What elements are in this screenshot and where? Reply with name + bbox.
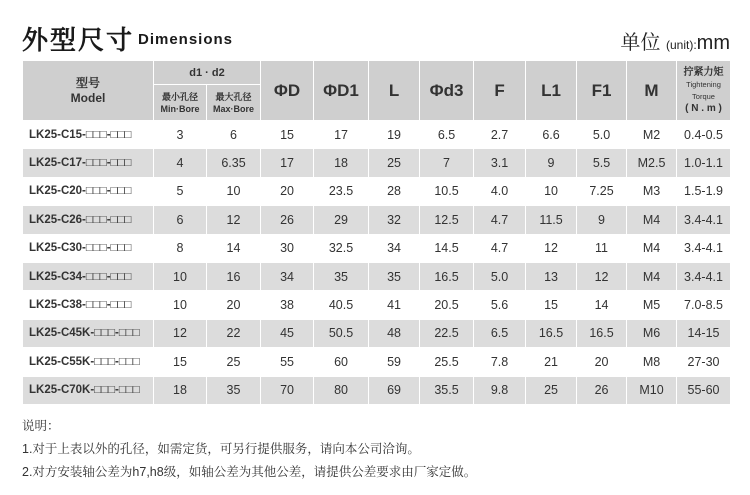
note-line-1: 1.对于上表以外的孔径，如需定货，可另行提供服务，请向本公司洽询。: [22, 442, 420, 456]
table-cell: 11: [577, 234, 627, 262]
table-cell: 35: [207, 376, 261, 404]
table-row: [23, 234, 731, 262]
table-body: [23, 121, 731, 405]
table-cell: 3.1: [474, 149, 526, 177]
col-torque-cn: 拧紧力矩: [683, 66, 724, 78]
table-cell: 32.5: [314, 234, 369, 262]
table-cell: 26: [261, 206, 314, 234]
table-cell: 35: [369, 262, 420, 290]
col-torque: [677, 61, 731, 121]
table-cell: LK25-C45K-□□□-□□□: [23, 319, 154, 347]
table-cell: 3.4-4.1: [677, 206, 731, 234]
table-cell: 14: [577, 291, 627, 319]
table-cell: 55-60: [677, 376, 731, 404]
table-cell: 12: [207, 206, 261, 234]
table-cell: 7: [420, 149, 474, 177]
table-cell: 45: [261, 319, 314, 347]
table-cell: 6.5: [420, 121, 474, 149]
table-cell: 6: [207, 121, 261, 149]
note-line-2: 2.对方安装轴公差为h7,h8级，如轴公差为其他公差，请提供公差要求由厂家定做。: [22, 465, 477, 479]
table-cell: 5.0: [577, 121, 627, 149]
page-title: 外型尺寸: [22, 25, 135, 55]
table-cell: 40.5: [314, 291, 369, 319]
table-cell: 9.8: [474, 376, 526, 404]
col-max-bore: [207, 85, 261, 121]
unit-cn: 单位: [620, 32, 661, 54]
table-cell: 12: [577, 262, 627, 290]
table-cell: 14.5: [420, 234, 474, 262]
col-F1: F1: [577, 61, 627, 121]
table-cell: LK25-C38-□□□-□□□: [23, 291, 154, 319]
table-cell: 38: [261, 291, 314, 319]
table-cell: 18: [154, 376, 207, 404]
table-cell: 20: [261, 177, 314, 205]
col-phiD: ΦD: [261, 61, 314, 121]
table-cell: 2.7: [474, 121, 526, 149]
table-row: [23, 121, 731, 149]
col-min-bore-en: Min·Bore: [160, 103, 200, 114]
table-cell: 17: [314, 121, 369, 149]
table-cell: 5: [154, 177, 207, 205]
table-cell: 1.5-1.9: [677, 177, 731, 205]
table-cell: 6.35: [207, 149, 261, 177]
table-cell: 15: [261, 121, 314, 149]
table-cell: 10: [526, 177, 577, 205]
col-max-bore-cn: 最大孔径: [215, 91, 252, 102]
table-cell: 5.0: [474, 262, 526, 290]
unit-paren: (unit):: [665, 38, 697, 52]
col-model-cn: 型号: [75, 75, 100, 90]
table-cell: LK25-C30-□□□-□□□: [23, 234, 154, 262]
table-cell: 60: [314, 348, 369, 376]
col-min-bore-cn: 最小孔径: [161, 91, 198, 102]
table-cell: 23.5: [314, 177, 369, 205]
table-cell: 4: [154, 149, 207, 177]
table-cell: 9: [577, 206, 627, 234]
table-cell: 34: [261, 262, 314, 290]
table-cell: M8: [627, 348, 677, 376]
table-cell: 5.6: [474, 291, 526, 319]
table-cell: 19: [369, 121, 420, 149]
table-cell: 27-30: [677, 348, 731, 376]
table-cell: 26: [577, 376, 627, 404]
table-cell: 1.0-1.1: [677, 149, 731, 177]
col-model: [23, 61, 154, 121]
notes: [22, 415, 476, 484]
table-cell: 22.5: [420, 319, 474, 347]
table-cell: 55: [261, 348, 314, 376]
table-cell: M2: [627, 121, 677, 149]
table-cell: 6.5: [474, 319, 526, 347]
table-cell: 7.25: [577, 177, 627, 205]
table-cell: 6: [154, 206, 207, 234]
table-cell: 10.5: [420, 177, 474, 205]
table-cell: 50.5: [314, 319, 369, 347]
table-cell: LK25-C15-□□□-□□□: [23, 121, 154, 149]
table-cell: LK25-C34-□□□-□□□: [23, 262, 154, 290]
table-cell: 28: [369, 177, 420, 205]
table-cell: 25.5: [420, 348, 474, 376]
col-F: F: [474, 61, 526, 121]
table-cell: 12.5: [420, 206, 474, 234]
col-torque-unit: ( N . m ): [685, 102, 722, 114]
table-cell: 16.5: [526, 319, 577, 347]
table-cell: 48: [369, 319, 420, 347]
col-model-en: Model: [70, 90, 106, 105]
table-cell: 10: [154, 291, 207, 319]
table-cell: M3: [627, 177, 677, 205]
notes-heading: 说明：: [22, 419, 60, 433]
table-cell: 15: [154, 348, 207, 376]
table-cell: M10: [627, 376, 677, 404]
table-cell: 69: [369, 376, 420, 404]
table-cell: 12: [154, 319, 207, 347]
table-cell: 21: [526, 348, 577, 376]
table-cell: LK25-C26-□□□-□□□: [23, 206, 154, 234]
table-cell: 59: [369, 348, 420, 376]
table-cell: 9: [526, 149, 577, 177]
table-cell: 11.5: [526, 206, 577, 234]
table-cell: 32: [369, 206, 420, 234]
col-phid3: Φd3: [420, 61, 474, 121]
table-cell: 7.8: [474, 348, 526, 376]
table-cell: 16.5: [420, 262, 474, 290]
table-cell: 8: [154, 234, 207, 262]
table-row: [23, 206, 731, 234]
dimensions-table: [22, 60, 731, 405]
table-row: [23, 348, 731, 376]
col-min-bore: [154, 85, 207, 121]
col-L1: L1: [526, 61, 577, 121]
table-cell: 16: [207, 262, 261, 290]
table-cell: LK25-C20-□□□-□□□: [23, 177, 154, 205]
table-cell: 35.5: [420, 376, 474, 404]
table-cell: 80: [314, 376, 369, 404]
table-cell: LK25-C70K-□□□-□□□: [23, 376, 154, 404]
table-cell: 10: [207, 177, 261, 205]
col-phiD1: ΦD1: [314, 61, 369, 121]
table-row: [23, 177, 731, 205]
table-cell: M4: [627, 206, 677, 234]
table-cell: 25: [207, 348, 261, 376]
table-cell: 22: [207, 319, 261, 347]
table-cell: M4: [627, 234, 677, 262]
table-cell: 41: [369, 291, 420, 319]
table-cell: LK25-C17-□□□-□□□: [23, 149, 154, 177]
table-cell: M5: [627, 291, 677, 319]
table-cell: LK25-C55K-□□□-□□□: [23, 348, 154, 376]
table-row: [23, 262, 731, 290]
table-cell: 30: [261, 234, 314, 262]
table-cell: M4: [627, 262, 677, 290]
table-row: [23, 319, 731, 347]
col-L: L: [369, 61, 420, 121]
table-cell: 5.5: [577, 149, 627, 177]
table-cell: 14-15: [677, 319, 731, 347]
table-cell: 0.4-0.5: [677, 121, 731, 149]
table-cell: 14: [207, 234, 261, 262]
table-cell: 18: [314, 149, 369, 177]
table-cell: 13: [526, 262, 577, 290]
col-d1d2: d1 · d2: [154, 61, 261, 85]
table-cell: 12: [526, 234, 577, 262]
table-cell: 17: [261, 149, 314, 177]
table-cell: 15: [526, 291, 577, 319]
table-cell: 3.4-4.1: [677, 262, 731, 290]
table-cell: 20: [577, 348, 627, 376]
table-cell: 20: [207, 291, 261, 319]
unit-mm: mm: [696, 32, 730, 54]
col-M: M: [627, 61, 677, 121]
table-cell: 70: [261, 376, 314, 404]
table-cell: 3: [154, 121, 207, 149]
col-torque-en: Tightening Torque: [686, 79, 721, 101]
table-row: [23, 376, 731, 404]
unit-label: [620, 26, 730, 55]
table-cell: 25: [526, 376, 577, 404]
table-cell: 4.0: [474, 177, 526, 205]
page-title-en: Dimensions: [138, 31, 234, 48]
table-cell: 25: [369, 149, 420, 177]
table-cell: M2.5: [627, 149, 677, 177]
table-cell: 10: [154, 262, 207, 290]
table-cell: 16.5: [577, 319, 627, 347]
col-max-bore-en: Max·Bore: [213, 103, 255, 114]
table-cell: 7.0-8.5: [677, 291, 731, 319]
table-cell: 20.5: [420, 291, 474, 319]
table-cell: M6: [627, 319, 677, 347]
table-cell: 35: [314, 262, 369, 290]
table-cell: 34: [369, 234, 420, 262]
table-cell: 6.6: [526, 121, 577, 149]
table-cell: 4.7: [474, 234, 526, 262]
table-row: [23, 149, 731, 177]
page-header: [22, 20, 730, 56]
table-cell: 4.7: [474, 206, 526, 234]
table-row: [23, 291, 731, 319]
table-cell: 29: [314, 206, 369, 234]
table-cell: 3.4-4.1: [677, 234, 731, 262]
